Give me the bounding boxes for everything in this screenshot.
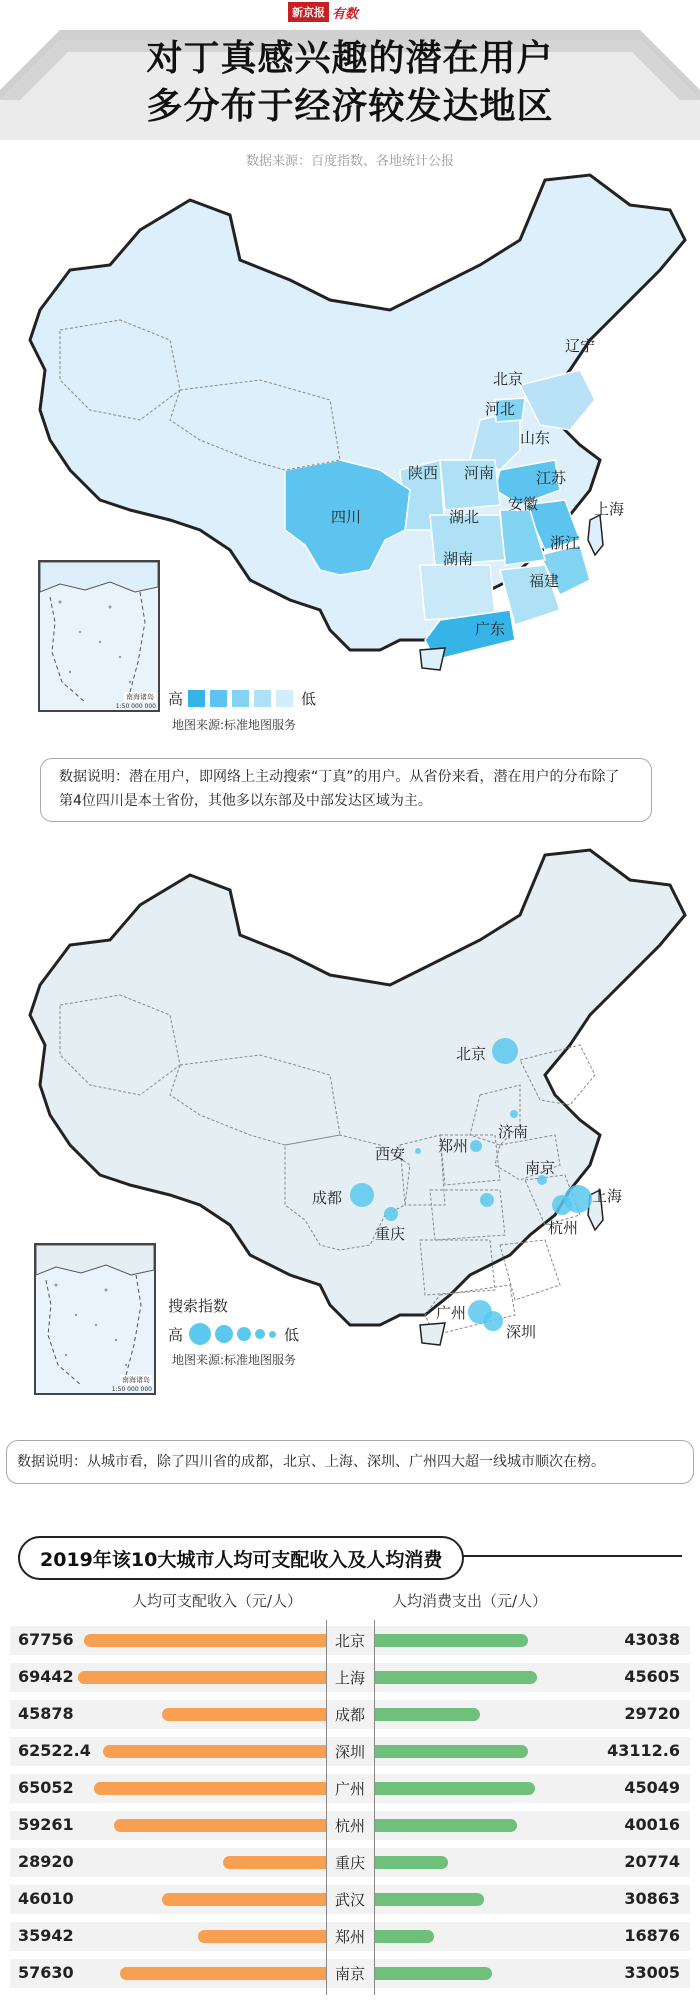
page-title-line1: 对丁真感兴趣的潜在用户 [146,38,554,79]
income-bar [114,1819,326,1832]
south-china-sea-inset [38,560,160,712]
province-label-beijing: 北京 [493,370,524,388]
income-bar [162,1893,326,1906]
city-dot-hangzhou [552,1195,572,1215]
inset-scale: 1:50 000 000 [115,703,156,710]
city-label-chongqing: 重庆 [375,1225,406,1243]
legend-high-label: 高 [168,690,184,708]
income-bar [198,1930,326,1943]
consumption-bar [374,1819,517,1832]
south-china-sea-inset-2 [34,1243,156,1395]
inset-map-shape-2 [36,1245,154,1393]
center-axis-left [326,1620,327,1995]
city-label: 广州 [334,1780,365,1798]
province-label-liaoning: 辽宁 [565,337,596,355]
consumption-bar [374,1671,537,1684]
city-label: 重庆 [334,1854,365,1872]
city-label: 成都 [334,1706,365,1724]
income-bar [78,1671,326,1684]
brand-logo [288,2,358,22]
province-label-shandong: 山东 [520,429,551,447]
income-column-header: 人均可支配收入（元/人） [132,1592,303,1610]
consumption-value-label: 16876 [624,1926,680,1945]
legend2-low-label: 低 [284,1325,300,1344]
income-value-label: 67756 [18,1630,74,1649]
income-bar [84,1634,326,1647]
bar-row [10,1626,690,1655]
legend2-dot-1 [189,1323,211,1345]
city-label-nanjing: 南京 [525,1159,556,1177]
bar-row [10,1700,690,1729]
city-dot-chongqing [384,1207,398,1221]
province-map [0,170,700,730]
bar-row [10,1737,690,1766]
province-label-zhejiang: 浙江 [550,534,581,552]
center-axis-right [374,1620,375,1995]
map1-credit: 地图来源:标准地图服务 [172,718,297,732]
income-value-label: 65052 [18,1778,74,1797]
income-bar [162,1708,326,1721]
city-dot-zhengzhou [470,1140,482,1152]
legend2-dot-2 [215,1325,233,1343]
city-label: 杭州 [334,1817,365,1835]
consumption-column-header: 人均消费支出（元/人） [392,1592,548,1610]
city-label: 郑州 [334,1928,365,1946]
inset-map-shape [40,562,158,710]
map2-legend-title: 搜索指数 [168,1297,229,1315]
consumption-value-label: 43112.6 [607,1741,680,1760]
city-label-zhengzhou: 郑州 [438,1137,469,1155]
city-label-jinan: 济南 [498,1123,529,1141]
income-value-label: 62522.4 [18,1741,91,1760]
city-label: 武汉 [334,1891,365,1909]
map2-note: 数据说明：从城市看，除了四川省的成都，北京、上海、深圳、广州四大超一线城市顺次在榜。 [6,1440,694,1484]
consumption-bar [374,1634,528,1647]
consumption-value-label: 30863 [624,1889,680,1908]
city-label: 南京 [334,1965,365,1983]
income-value-label: 35942 [18,1926,74,1945]
bar-row [10,1848,690,1877]
city-label-hangzhou: 杭州 [548,1219,579,1237]
income-bar [120,1967,326,1980]
bar-row [10,1774,690,1803]
city-label-shanghai: 上海 [592,1187,623,1205]
consumption-value-label: 29720 [624,1704,680,1723]
city-dot-shenzhen [483,1311,503,1331]
legend-swatch-1 [188,690,205,707]
city-label: 上海 [334,1669,365,1687]
consumption-bar [374,1745,528,1758]
city-label: 北京 [334,1632,365,1650]
legend2-dot-4 [255,1329,265,1339]
province-label-hubei: 湖北 [449,508,480,526]
bar-row [10,1959,690,1988]
province-label-hebei: 河北 [485,400,516,418]
province-label-sichuan: 四川 [331,508,362,526]
income-bar [103,1745,326,1758]
map1-legend [168,688,316,709]
bar-row [10,1663,690,1692]
legend-low-label: 低 [301,690,317,708]
map2-legend [168,1323,299,1345]
city-dot-chengdu [350,1183,374,1207]
city-dot-beijing [492,1038,518,1064]
city-label-guangzhou: 广州 [436,1304,467,1322]
income-value-label: 59261 [18,1815,74,1834]
income-value-label: 69442 [18,1667,74,1686]
brand-name: 新京报 [288,2,329,22]
province-label-guangdong: 广东 [475,620,506,638]
bar-row [10,1811,690,1840]
city-label-beijing: 北京 [456,1045,487,1063]
chart-title: 2019年该10大城市人均可支配收入及人均消费 [18,1536,464,1580]
page-title-line2: 多分布于经济较发达地区 [146,86,554,127]
consumption-bar [374,1967,492,1980]
legend-swatch-5 [276,690,293,707]
city-label-shenzhen: 深圳 [506,1323,537,1341]
city-dot-jinan [510,1110,518,1118]
province-label-jiangsu: 江苏 [536,469,567,487]
income-value-label: 46010 [18,1889,74,1908]
consumption-value-label: 33005 [624,1963,680,1982]
consumption-bar [374,1708,480,1721]
legend2-dot-3 [237,1327,251,1341]
header [0,0,700,140]
data-source: 数据来源：百度指数、各地统计公报 [245,154,454,169]
legend-swatch-2 [210,690,227,707]
province-label-anhui: 安徽 [508,495,539,513]
legend2-dot-5 [269,1331,276,1338]
city-label-xian: 西安 [375,1145,406,1163]
consumption-value-label: 40016 [624,1815,680,1834]
city-label: 深圳 [334,1743,365,1761]
inset-label: 南海诸岛 [126,693,154,701]
consumption-value-label: 45049 [624,1778,680,1797]
income-value-label: 45878 [18,1704,74,1723]
brand-sub: 有数 [332,6,359,22]
income-bar [94,1782,326,1795]
legend-swatch-3 [232,690,249,707]
city-label-chengdu: 成都 [312,1189,343,1207]
income-bar [223,1856,326,1869]
province-label-shaanxi: 陕西 [408,464,439,482]
income-value-label: 28920 [18,1852,74,1871]
province-label-fujian: 福建 [529,572,560,590]
map1-note: 数据说明：潜在用户，即网络上主动搜索“丁真”的用户。从省份来看，潜在用户的分布除了第4位四川是本土省份，其他多以东部及中部发达区域为主。 [40,758,652,822]
inset-scale-2: 1:50 000 000 [111,1386,152,1393]
consumption-value-label: 43038 [624,1630,680,1649]
consumption-bar [374,1856,448,1869]
consumption-value-label: 45605 [624,1667,680,1686]
consumption-value-label: 20774 [624,1852,680,1871]
bar-row [10,1885,690,1914]
province-label-hunan: 湖南 [443,550,474,568]
city-map [0,845,700,1405]
consumption-bar [374,1782,535,1795]
bar-row [10,1922,690,1951]
province-label-henan: 河南 [464,464,495,482]
consumption-bar [374,1893,484,1906]
city-dot-wuhan [480,1193,494,1207]
inset-label-2: 南海诸岛 [122,1376,150,1384]
map2-credit: 地图来源:标准地图服务 [172,1353,297,1367]
income-value-label: 57630 [18,1963,74,1982]
legend-swatch-4 [254,690,271,707]
province-label-shanghai: 上海 [594,500,625,518]
legend2-high-label: 高 [168,1325,184,1344]
city-dot-xian [415,1148,421,1154]
consumption-bar [374,1930,434,1943]
